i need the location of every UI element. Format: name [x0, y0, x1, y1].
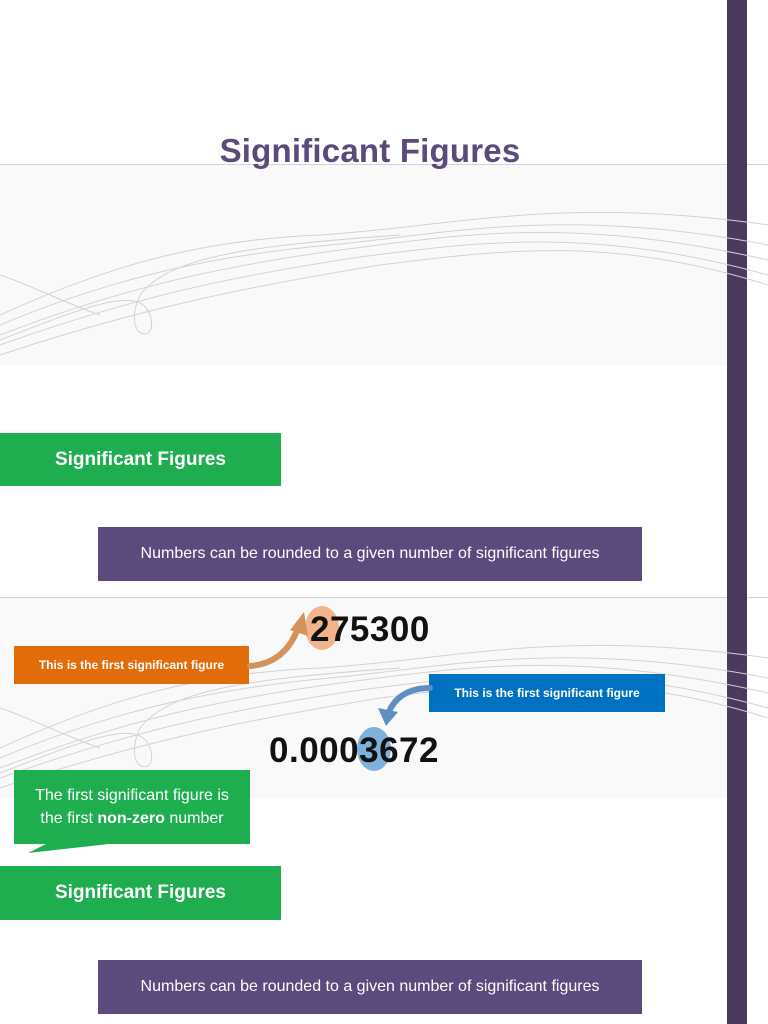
- number-rest: 672: [379, 731, 439, 770]
- decorative-swirl: [0, 165, 768, 365]
- number-0-0003672: [269, 731, 439, 771]
- arrow-blue-icon: [370, 676, 440, 732]
- number-rest: 75300: [329, 610, 430, 649]
- arrow-orange-icon: [240, 600, 320, 680]
- section-tab: Significant Figures: [0, 866, 281, 920]
- subtitle-box: Numbers can be rounded to a given number of significant figures: [98, 527, 642, 581]
- subtitle-box: Numbers can be rounded to a given number of significant figures: [98, 960, 642, 1014]
- page-title: Significant Figures: [219, 132, 521, 169]
- note-callout: [14, 770, 250, 844]
- note-callout-tail: [28, 843, 118, 855]
- number-275300: [310, 610, 430, 650]
- callout-orange: This is the first significant figure: [14, 646, 249, 684]
- first-sig-digit: 3: [359, 731, 380, 770]
- callout-blue: This is the first significant figure: [429, 674, 665, 712]
- first-sig-digit: 2: [310, 610, 330, 649]
- note-line-2: the first non-zero number: [40, 810, 224, 827]
- section-tab: Significant Figures: [0, 433, 281, 486]
- number-prefix: 0.000: [269, 731, 360, 770]
- note-line-1: The first significant figure is: [35, 787, 229, 804]
